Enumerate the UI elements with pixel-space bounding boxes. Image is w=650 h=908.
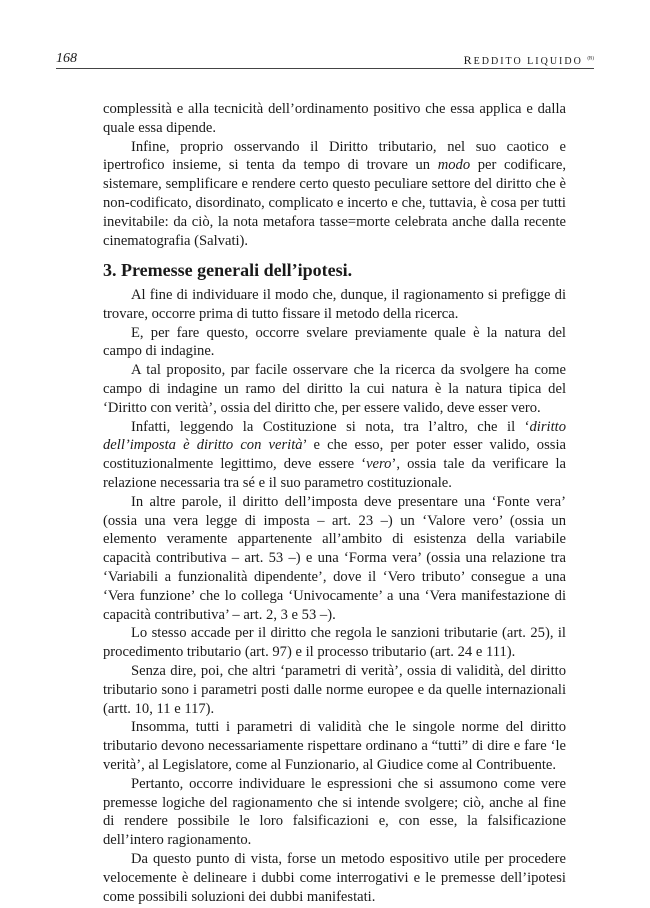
intro-paragraph-2 <box>103 138 566 251</box>
header-rule <box>56 68 594 69</box>
intro-block <box>103 100 566 250</box>
section-paragraph-5: In altre parole, il diritto dell’imposta deve presentare una ‘Fonte vera’ (ossia una vera legge di imposta – art. 23 –) un ‘Valore vero’ (ossia un elemento veramente appartenente all’ambito di esistenza della variabile capacità contributiva – art. 53 –) e una ‘Forma vera’ (ossia una relazione tra ‘Variabili a funzionalità dipendente’, dove il ‘Vero tributo’ consegue a una ‘Vera funzione’ che lo collega ‘Univocamente’ a una ‘Vera manifestazione di capacità contributiva’ – art. 2, 3 e 53 –). <box>103 493 566 623</box>
section-paragraph-4-emphasis-1: diritto dell’imposta è diritto con verità <box>103 418 566 454</box>
running-title <box>464 53 594 68</box>
intro-paragraph-1: complessità e alla tecnicità dell’ordinamento positivo che essa applica e dalla quale essa dipende. <box>103 101 566 136</box>
section-paragraph-4-emphasis-2: vero <box>366 456 392 473</box>
intro-paragraph-2-text-a: Infine, proprio osservando il Diritto tributario, nel suo caotico e ipertrofico insieme, si tenta da tempo di trovare un <box>103 138 566 174</box>
intro-paragraph-2-text-b: per codificare, sistemare, semplificare e rendere certo questo peculiare settore del diritto che è non-codificato, disordinato, complicato e incerto e che, tuttavia, è cosa per tutti inevitabile: da ciò, la nota metafora tasse=morte celebrata anche dalla recente cinematografia (Salvati). <box>103 157 566 249</box>
section-paragraph-4 <box>103 418 566 493</box>
section-paragraph-4-text-c: ’, ossia tale da verificare la relazione necessaria tra sé e il suo parametro costituzionale. <box>103 456 566 491</box>
section-heading: 3. Premesse generali dell’ipotesi. <box>103 260 353 280</box>
running-title-text: EDDITO LIQUIDO <box>473 56 583 67</box>
section-paragraph-3: A tal proposito, par facile osservare che la ricerca da svolgere ha come campo di indagine un ramo del diritto la cui natura è la natura tipica del ‘Diritto con verità’, ossia del diritto che, per essere valido, deve esser vero. <box>103 362 566 416</box>
running-title-superscript: (R) <box>587 56 594 62</box>
page-number: 168 <box>56 51 77 66</box>
section-paragraph-4-text-b: ’ e che esso, per poter esser valido, ossia costituzionalmente legittimo, deve essere ‘ <box>103 437 566 473</box>
section-paragraph-2: E, per fare questo, occorre svelare previamente quale è la natura del campo di indagine. <box>103 324 566 360</box>
running-title-initial: R <box>463 53 474 67</box>
intro-paragraph-2-emphasis: modo <box>437 157 471 174</box>
section-body <box>103 286 566 906</box>
section-paragraph-1: Al fine di individuare il modo che, dunque, il ragionamento si prefigge di trovare, occorre prima di tutto fissare il metodo della ricerca. <box>103 287 566 322</box>
section-paragraph-10: Da questo punto di vista, forse un metodo espositivo utile per procedere velocemente è delineare i dubbi come interrogativi e le premesse dell’ipotesi come possibili soluzioni dei dubbi manifestati. <box>103 850 566 905</box>
section-paragraph-4-text-a: Infatti, leggendo la Costituzione si nota, tra l’altro, che il ‘ <box>131 418 530 435</box>
section-paragraph-8: Insomma, tutti i parametri di validità che le singole norme del diritto tributario devono necessariamente rispettare ordinano a “tutti” di dire e fare ‘le verità’, al Legislatore, come al Funzionario, al Giudice come al Contribuente. <box>103 719 566 773</box>
section-paragraph-9: Pertanto, occorre individuare le espressioni che si assumono come vere premesse logiche del ragionamento che si intende svolgere; ciò, anche al fine di rendere possibile le loro falsificazioni e, con esse, la falsificazione dell’intero ragionamento. <box>103 775 566 849</box>
section-paragraph-7: Senza dire, poi, che altri ‘parametri di verità’, ossia di validità, del diritto tributario sono i parametri posti dalle norme europee e da quelle internazionali (artt. 10, 11 e 117). <box>103 662 566 717</box>
section-paragraph-6: Lo stesso accade per il diritto che regola le sanzioni tributarie (art. 25), il procedimento tributario (art. 97) e il processo tributario (art. 24 e 111). <box>103 625 566 661</box>
